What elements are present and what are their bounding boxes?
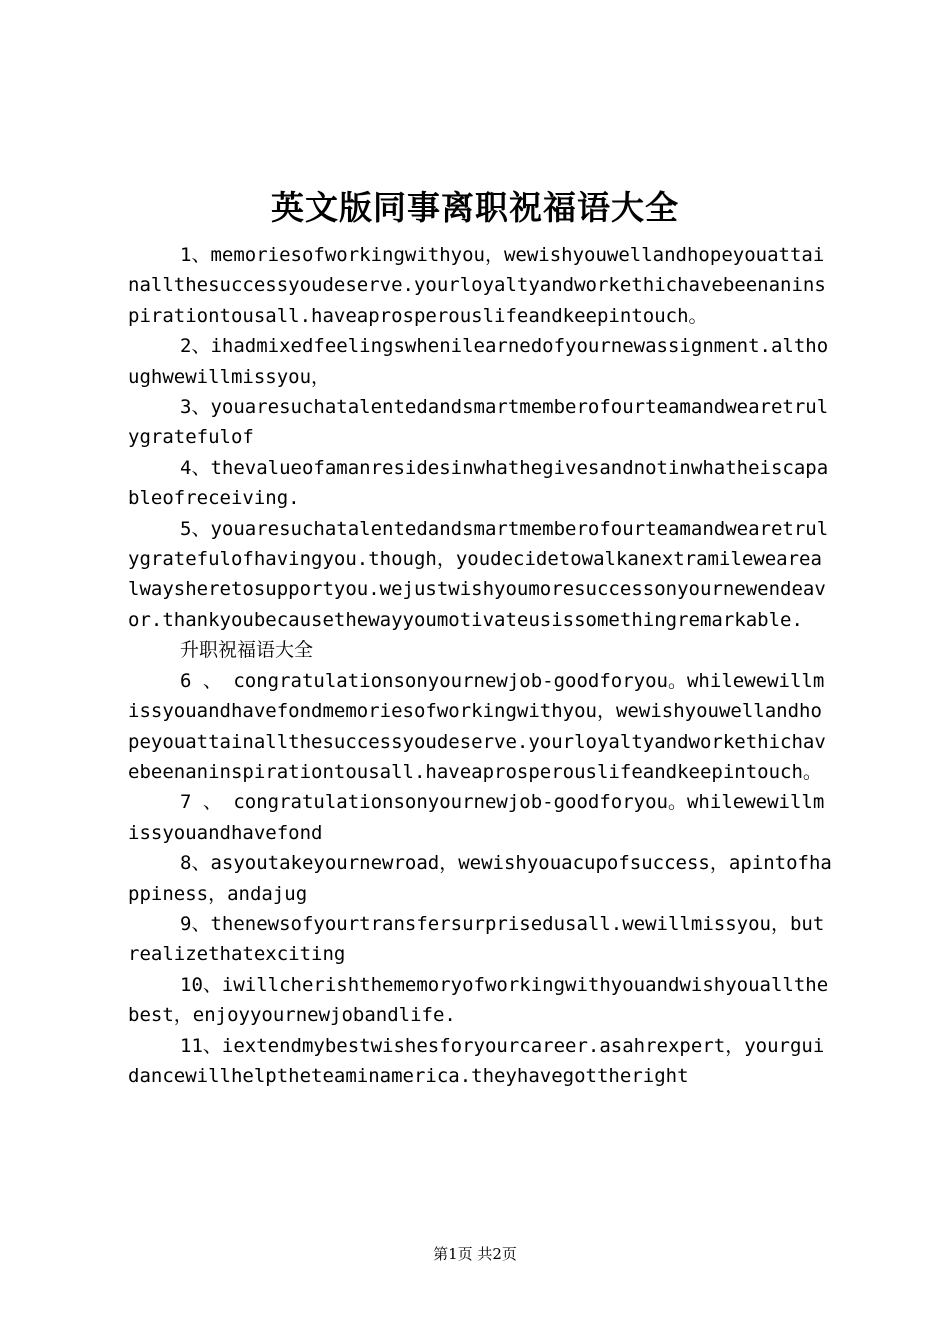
paragraph-5: 5、youaresuchatalentedandsmartmemberofourteamandwearetrulygratefulofhavingyou.though，youdecidetowalkanextramilewearealwaysheretosupportyou.wejustwishyoumoresuccessonyournewendeavor.thankyoubecausethewayyoumotivateusissomethingremarkable. <box>128 517 829 631</box>
paragraph-4: 4、thevalueofamanresidesinwhathegivesandnotinwhatheiscapableofreceiving. <box>128 456 829 510</box>
document-title: 英文版同事离职祝福语大全 <box>271 188 679 227</box>
paragraph-2: 2、ihadmixedfeelingswhenilearnedofyournewassignment.althoughwewillmissyou， <box>128 335 829 388</box>
page-footer: 第1页 共2页 <box>433 1245 517 1263</box>
paragraph-8: 8、asyoutakeyournewroad，wewishyouacupofsuccess，apintofhappiness，andajug <box>128 852 832 905</box>
paragraph-10: 10、iwillcherishthememoryofworkingwithyouandwishyouallthebest，enjoyyournewjobandlife. <box>128 973 829 1027</box>
paragraph-1: 1、memoriesofworkingwithyou，wewishyouwellandhopeyouattainallthesuccessyoudeserve.yourloyaltyandworkethichavebeenaninspirationtousall.haveaprosperouslifeandkeepintouch。 <box>128 244 826 327</box>
paragraph-11: 11、iextendmybestwishesforyourcareer.asahrexpert，yourguidancewillhelptheteaminamerica.theyhavegottheright <box>128 1034 825 1087</box>
section-heading: 升职祝福语大全 <box>180 639 314 662</box>
paragraph-6: 6 、 congratulationsonyournewjob-goodforyou。whilewewillmissyouandhavefondmemoriesofworkingwithyou，wewishyouwellandhopeyouattainallthesuccessyoudeserve.yourloyaltyandworkethichavebeenaninspirationtousall.haveaprosperouslifeandkeepintouch。 <box>128 669 826 783</box>
paragraph-9: 9、thenewsofyourtransfersurprisedusall.wewillmissyou，butrealizethatexciting <box>128 912 825 966</box>
document-body <box>128 240 833 1091</box>
paragraph-3: 3、youaresuchatalentedandsmartmemberofourteamandwearetrulygratefulof <box>128 396 829 449</box>
paragraph-7: 7 、 congratulationsonyournewjob-goodforyou。whilewewillmissyouandhavefond <box>128 791 825 844</box>
